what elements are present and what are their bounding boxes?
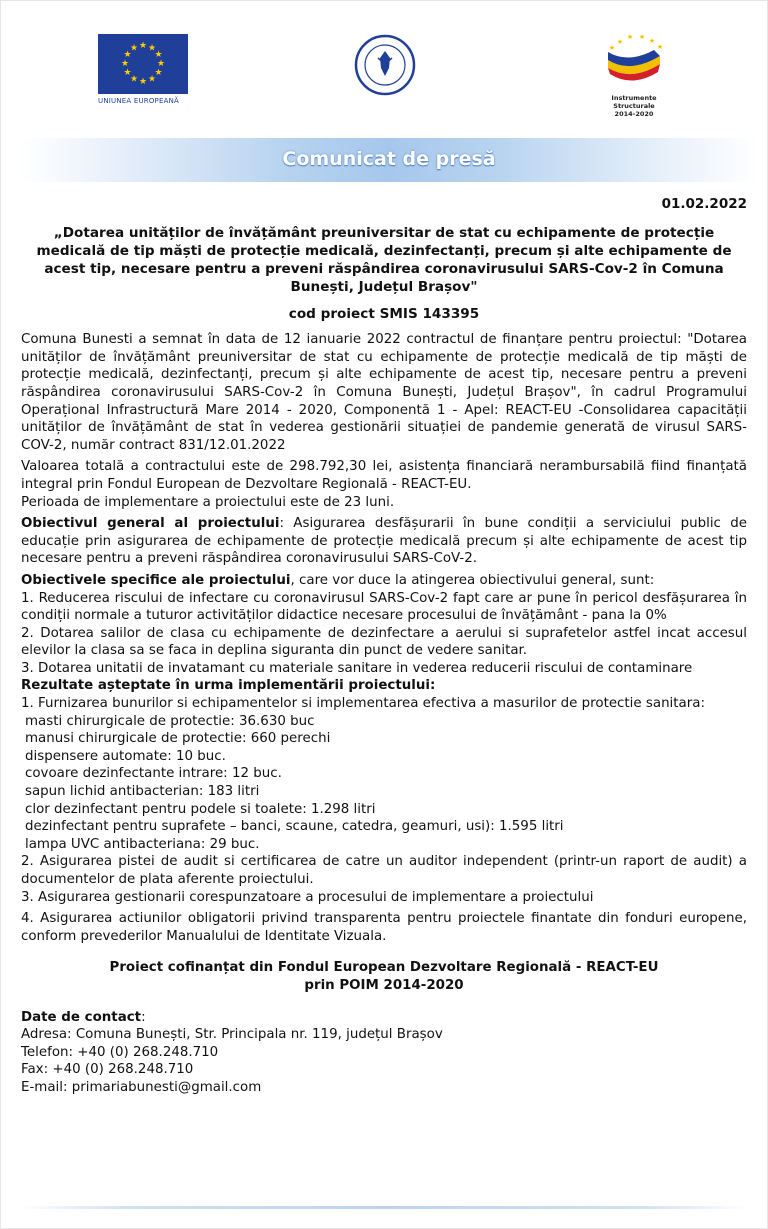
objective-item: 3. Dotarea unitatii de invatamant cu materiale sanitare in vederea reducerii riscului de contaminare [21,660,693,676]
bottom-divider [20,1206,748,1209]
result-item: 4. Asigurarea actiunilor obligatorii privind transparenta pentru proiectele finantate din fonduri europene, conform prevederilor Manualului de Identitate Vizuala. [21,911,747,944]
objective-item: 1. Reducerea riscului de infectare cu coronavirusul SARS-Cov-2 fapt care ar pune în pericol desfășurarea în condiții normale a tuturor activităților didactice necesare procesului de învățământ - pana la 0% [21,590,747,624]
contact-heading [21,1009,747,1027]
svg-text:★: ★ [626,33,634,41]
contact-colon: : [141,1009,146,1025]
supply-item: masti chirurgicale de protectie: 36.630 buc [25,713,315,729]
specific-objectives-label: Obiectivele specifice ale proiectului [21,572,291,588]
supplies-list [21,713,747,854]
svg-text:★: ★ [147,74,157,85]
specific-objectives-text: , care vor duce la atingerea obiectivului general, sunt: [290,572,655,588]
expected-results-label: Rezultate așteptate în urma implementării proiectului: [21,678,436,694]
press-release-banner [20,138,758,182]
gov-seal-icon [354,34,416,96]
general-objective-label: Obiectivul general al proiectului [21,516,280,532]
funding-statement [21,959,747,994]
svg-text:★: ★ [638,33,646,41]
supply-item: dispensere automate: 10 buc. [25,748,226,764]
supply-item: clor dezinfectant pentru podele si toalete: 1.298 litri [25,801,376,817]
is-caption-line-1: Instrumente Structurale [611,94,657,110]
svg-text:★: ★ [156,59,166,69]
svg-text:★: ★ [154,68,163,78]
svg-text:★: ★ [129,74,139,85]
press-release-body [21,196,747,1097]
is-caption-line-2: 2014-2020 [614,110,654,118]
contact-label: Date de contact [21,1009,142,1025]
supply-item: sapun lichid antibacterian: 183 litri [25,784,260,800]
svg-text:★: ★ [138,77,148,87]
svg-text:★: ★ [616,38,624,46]
svg-text:★: ★ [656,43,664,51]
gov-romania-seal [354,34,416,96]
logo-header [0,30,768,125]
svg-text:★: ★ [120,59,130,69]
supply-item: dezinfectant pentru suprafete – banci, scaune, catedra, geamuri, usi): 1.595 litri [25,819,564,835]
project-code: cod proiect SMIS 143395 [288,305,480,322]
svg-text:★: ★ [123,50,132,60]
svg-text:★: ★ [608,44,616,52]
contract-value-paragraph: Valoarea totală a contractului este de 298.792,30 lei, asistența financiară nerambursabilă fiind finanțată integral prin Fondul European de Dezvoltare Regională - REACT-EU. [21,459,747,492]
structural-instruments-icon [594,30,674,90]
supply-item: lampa UVC antibacteriana: 29 buc. [25,836,260,852]
funding-line-2: prin POIM 2014-2020 [304,977,464,993]
implementation-period: Perioada de implementare a proiectului este de 23 luni. [21,494,395,510]
eu-logo [98,34,188,105]
intro-paragraph: Comuna Bunesti a semnat în data de 12 ianuarie 2022 contractul de finanțare pentru proiectul: "Dotarea unităților de învățământ preuniversitar de stat cu echipamente de protecție medicală de tip măști de protecție medicală, dezinfectanți, precum și alte echipamente de acest tip, necesare pentru a preveni răspândirea coronavirusului SARS-Cov-2 în Comuna Bunești, Județul Brașov", în cadrul Programului Operațional Infrastructură Mare 2014 - 2020, Componentă 1 - Apel: REACT-EU -Consolidarea capacității unităților de învățământ de stat în vederea gestionării situației de pandemie generată de virusul SARS-COV-2, număr contract 831/12.01.2022 [21,332,747,453]
project-title: „Dotarea unităților de învățământ preuniversitar de stat cu echipamente de protecție medicală de tip măști de protecție medicală, dezinfectanți, precum și alte echipamente de acest tip, necesare pentru a preveni răspândirea coronavirusului SARS-Cov-2 în Comuna Bunești, Județul Brașov" [36,224,732,295]
eu-flag-icon [98,34,188,94]
objective-item: 2. Dotarea salilor de clasa cu echipamente de dezinfectare a aerului si suprafetelor astfel incat accesul elevilor la clasa sa se faca in deplina siguranta din punct de vedere sanitar. [21,625,747,659]
contact-fax: Fax: +40 (0) 268.248.710 [21,1062,194,1078]
eu-caption: UNIUNEA EUROPEANĂ [98,97,179,105]
structural-instruments-caption [594,94,674,118]
result-item: 1. Furnizarea bunurilor si echipamentelor si implementarea efectiva a masurilor de protectie sanitara: [21,696,705,712]
svg-text:★: ★ [147,43,157,54]
structural-instruments-logo [594,30,674,118]
specific-objectives-intro [21,572,747,590]
general-objective-paragraph [21,515,747,568]
result-item: 3. Asigurarea gestionarii corespunzatoare a procesului de implementare a proiectului [21,889,594,905]
banner-title: Comunicat de presă [282,148,496,170]
svg-text:★: ★ [123,68,132,78]
svg-text:★: ★ [648,37,656,45]
contact-phone: Telefon: +40 (0) 268.248.710 [21,1044,219,1060]
result-item: 2. Asigurarea pistei de audit si certificarea de catre un auditor independent (printr-un raport de audit) a documentelor de plata aferente proiectului. [21,854,747,887]
contact-email[interactable]: E-mail: primariabunesti@gmail.com [21,1079,262,1095]
eu-stars-icon [98,34,188,94]
supply-item: covoare dezinfectante intrare: 12 buc. [25,766,282,782]
svg-text:★: ★ [129,43,139,54]
svg-text:★: ★ [138,41,148,51]
contact-block [21,1009,747,1097]
svg-text:★: ★ [154,50,163,60]
contact-address: Adresa: Comuna Bunești, Str. Principala nr. 119, județul Brașov [21,1027,443,1043]
release-date: 01.02.2022 [661,196,747,212]
funding-line-1: Proiect cofinanțat din Fondul European Dezvoltare Regională - REACT-EU [109,960,659,976]
general-objective-text: : Asigurarea desfășurarii în bune condiții a serviciului public de educație prin asigurarea de echipamente de protecție medicală precum și alte echipamente de acest tip necesare pentru a preveni răspândirea coronavirusului SARS-CoV-2. [21,516,747,567]
supply-item: manusi chirurgicale de protectie: 660 perechi [25,731,331,747]
